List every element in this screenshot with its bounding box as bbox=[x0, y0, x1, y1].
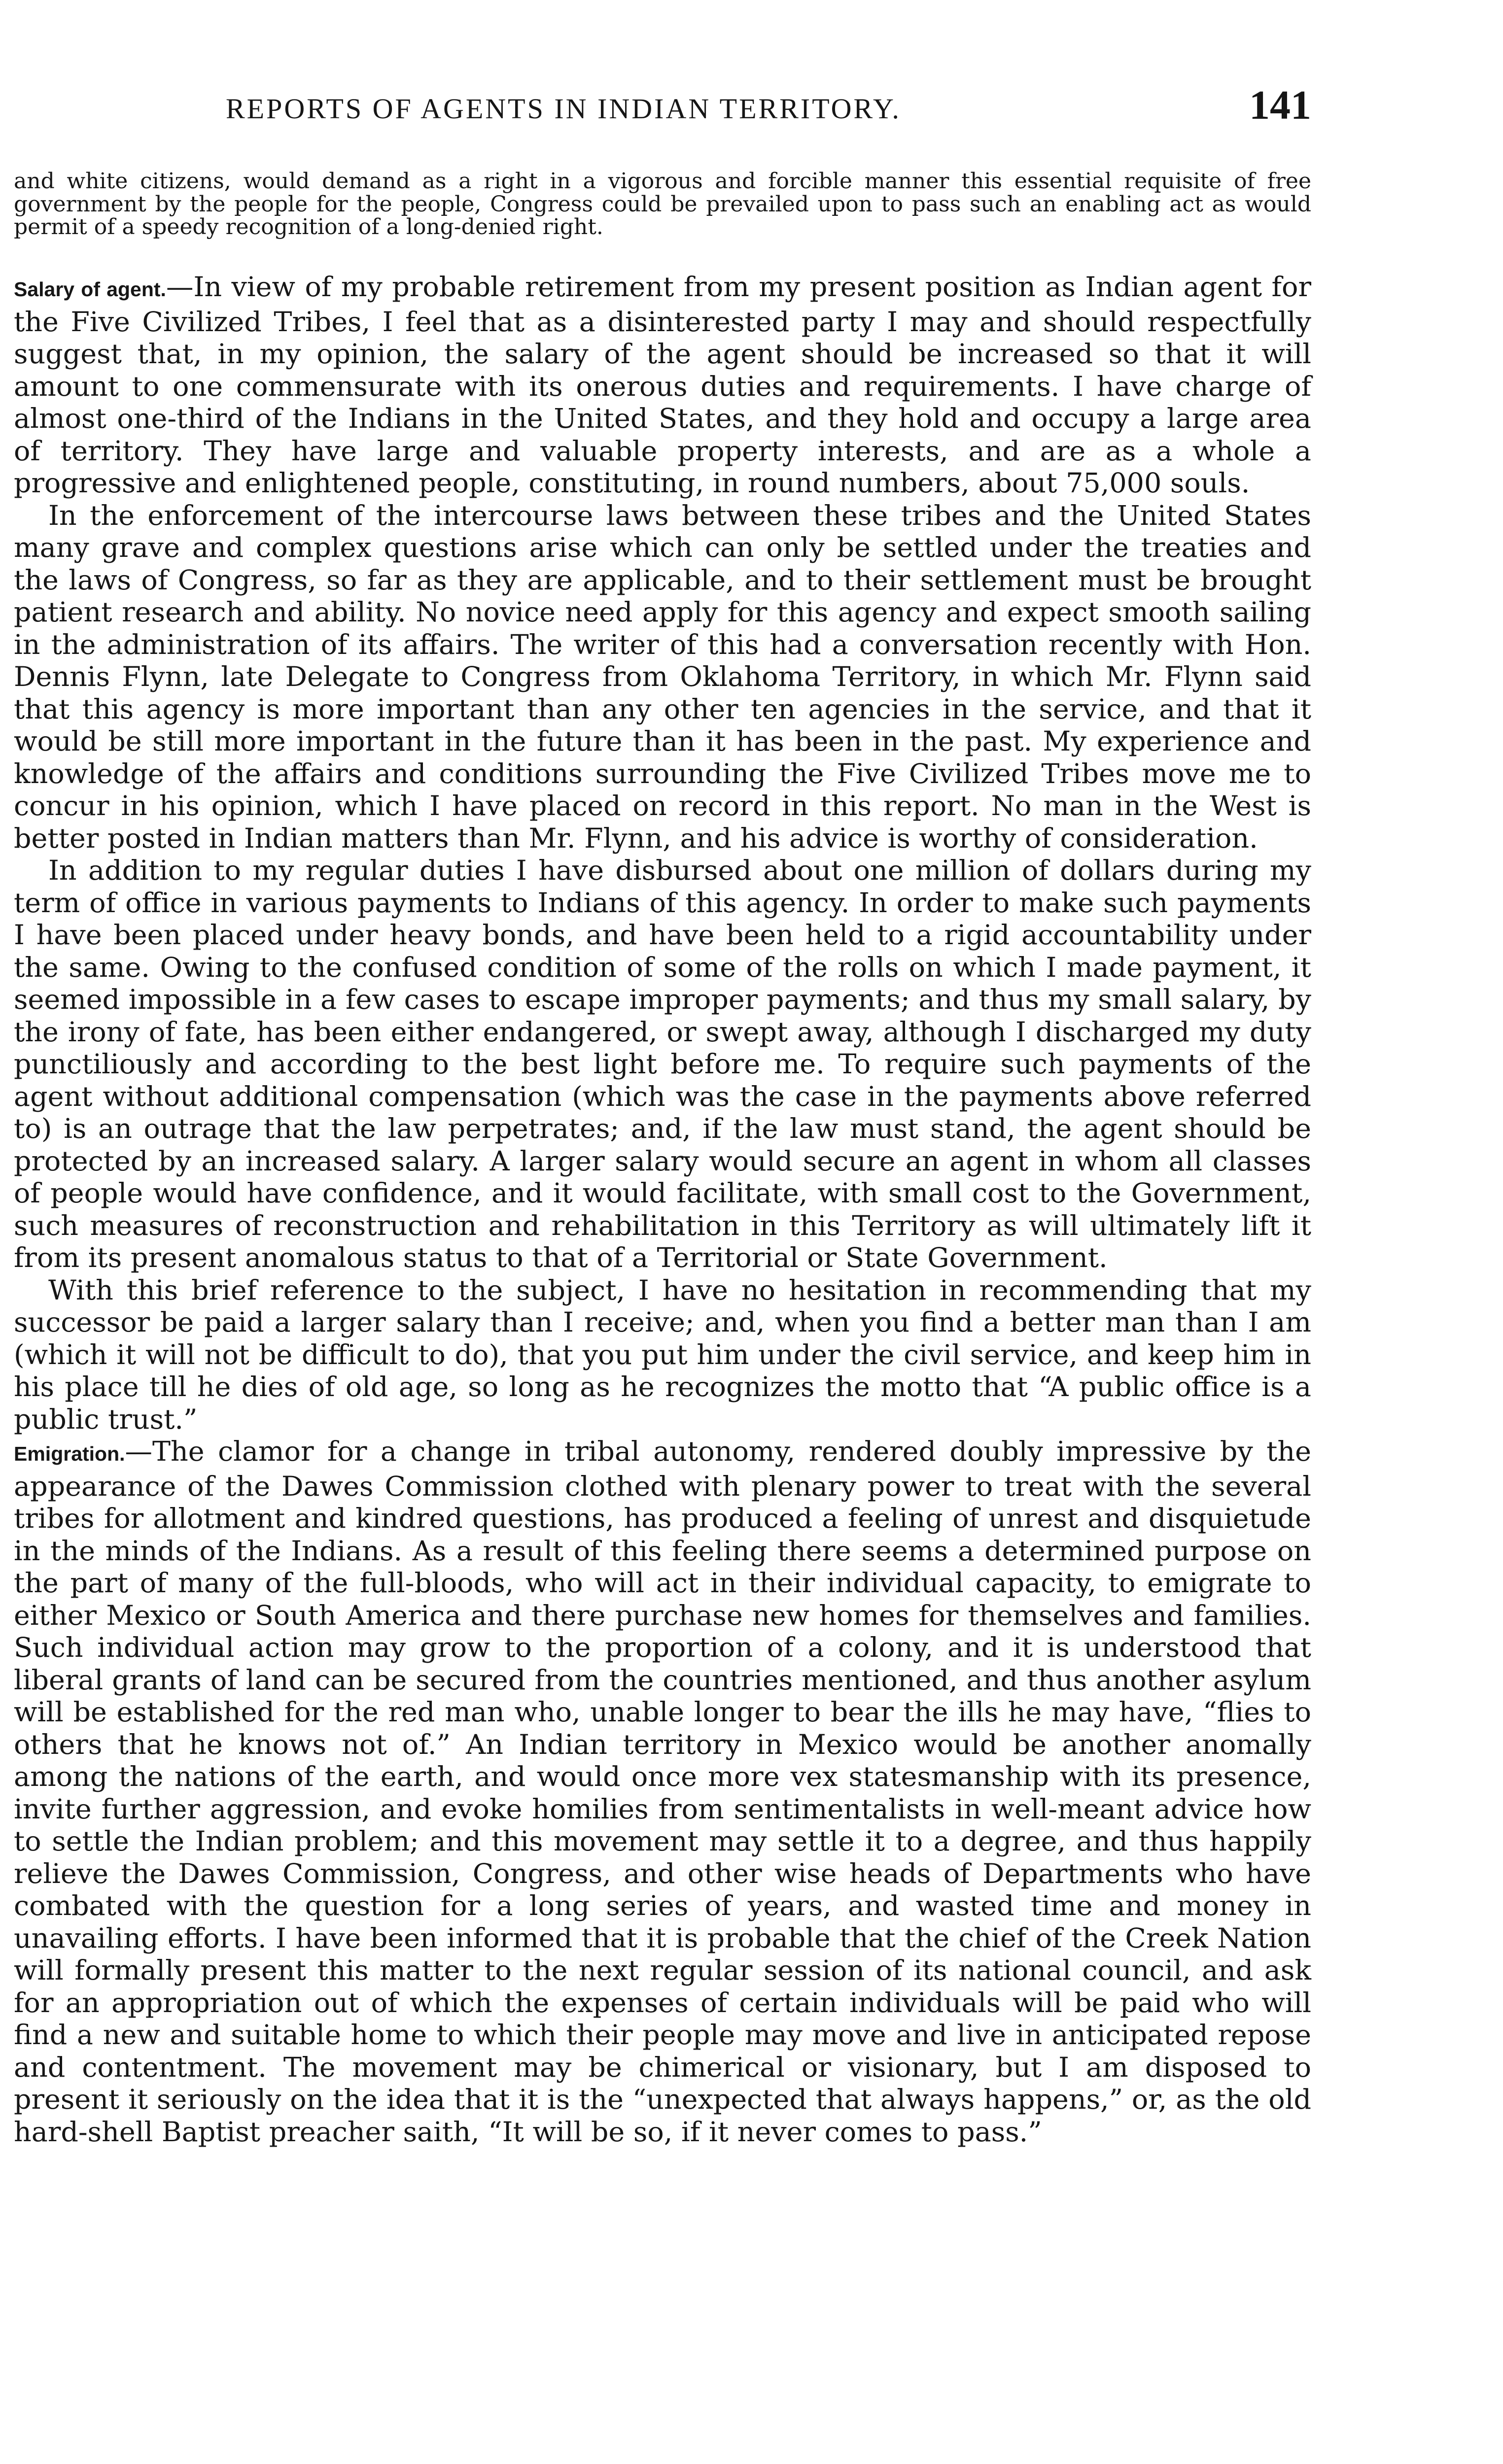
emigration-paragraph bbox=[14, 1436, 1311, 2148]
salary-heading: Salary of agent. bbox=[14, 278, 166, 301]
page-number: 141 bbox=[1249, 82, 1311, 128]
body-text bbox=[14, 271, 1311, 2148]
salary-paragraph-4: With this brief reference to the subject, I have no hesitation in recommending that my successor be paid a larger salary than I receive; and, when you find a better man than I am (which it will not be difficult to do), that you put him under the civil service, and keep him in his place till he dies of old age, so long as he recognizes the motto that “A public office is a public trust.” bbox=[14, 1274, 1311, 1436]
salary-paragraph-3: In addition to my regular duties I have disbursed about one million of dollars during my term of office in various payments to Indians of this agency. In order to make such payments I have been placed under heavy bonds, and have been held to a rigid accountability under the same. Owing to the confused condition of some of the rolls on which I made payment, it seemed impossible in a few cases to escape improper payments; and thus my small salary, by the irony of fate, has been either endangered, or swept away, although I discharged my duty punctiliously and according to the best light before me. To require such payments of the agent without additional compensation (which was the case in the payments above referred to) is an outrage that the law perpetrates; and, if the law must stand, the agent should be protected by an increased salary. A larger salary would secure an agent in whom all classes of people would have confidence, and it would facilitate, with small cost to the Government, such measures of reconstruction and rehabilitation in this Territory as will ultimately lift it from its present anomalous status to that of a Territorial or State Government. bbox=[14, 855, 1311, 1274]
salary-paragraph-1-text: —In view of my probable retirement from my present position as Indian agent for the Five Civilized Tribes, I feel that as a disinterested party I may and should respectfully suggest that, in my opinion, the salary of the agent should be increased so that it will amount to one commensurate with its onerous duties and requirements. I have charge of almost one-third of the Indians in the United States, and they hold and occupy a large area of territory. They have large and valuable property interests, and are as a whole a progressive and enlightened people, constituting, in round numbers, about 75,000 souls. bbox=[14, 271, 1311, 499]
page-header bbox=[14, 81, 1311, 136]
document-page bbox=[14, 0, 1311, 2464]
salary-paragraph-1 bbox=[14, 271, 1311, 500]
continuation-paragraph: and white citizens, would demand as a right in a vigorous and forcible manner this essential requisite of free government by the people for the people, Congress could be prevailed upon to pass such an enabling act as would permit of a speedy recognition of a long-denied right. bbox=[14, 169, 1311, 240]
emigration-paragraph-text: —The clamor for a change in tribal autonomy, rendered doubly impressive by the appearance of the Dawes Commission clothed with plenary power to treat with the several tribes for allotment and kindred questions, has produced a feeling of unrest and disquietude in the minds of the Indians. As a result of this feeling there seems a determined purpose on the part of many of the full-bloods, who will act in their individual capacity, to emigrate to either Mexico or South America and there purchase new homes for themselves and families. Such individual action may grow to the proportion of a colony, and it is understood that liberal grants of land can be secured from the countries mentioned, and thus another asylum will be established for the red man who, unable longer to bear the ills he may have, “flies to others that he knows not of.” An Indian territory in Mexico would be another anomally among the nations of the earth, and would once more vex statesmanship with its presence, invite further aggression, and evoke homilies from sentimentalists in well-meant advice how to settle the Indian problem; and this movement may settle it to a degree, and thus happily relieve the Dawes Commission, Congress, and other wise heads of Departments who have combated with the question for a long series of years, and wasted time and money in unavailing efforts. I have been informed that it is probable that the chief of the Creek Nation will formally present this matter to the next regular session of its national council, and ask for an appropriation out of which the expenses of certain individuals will be paid who will find a new and suitable home to which their people may move and live in anticipated repose and contentment. The movement may be chimerical or visionary, but I am disposed to present it seriously on the idea that it is the “unexpected that always happens,” or, as the old hard-shell Baptist preacher saith, “It will be so, if it never comes to pass.” bbox=[14, 1436, 1311, 2148]
emigration-heading: Emigration. bbox=[14, 1442, 125, 1465]
salary-paragraph-2: In the enforcement of the intercourse laws between these tribes and the United States many grave and complex questions arise which can only be settled under the treaties and the laws of Congress, so far as they are applicable, and to their settlement must be brought patient research and ability. No novice need apply for this agency and expect smooth sailing in the administration of its affairs. The writer of this had a conversation recently with Hon. Dennis Flynn, late Delegate to Congress from Oklahoma Territory, in which Mr. Flynn said that this agency is more important than any other ten agencies in the service, and that it would be still more important in the future than it has been in the past. My experience and knowledge of the affairs and conditions surrounding the Five Civilized Tribes move me to concur in his opinion, which I have placed on record in this report. No man in the West is better posted in Indian matters than Mr. Flynn, and his advice is worthy of consideration. bbox=[14, 499, 1311, 855]
running-head: REPORTS OF AGENTS IN INDIAN TERRITORY. bbox=[226, 93, 901, 125]
